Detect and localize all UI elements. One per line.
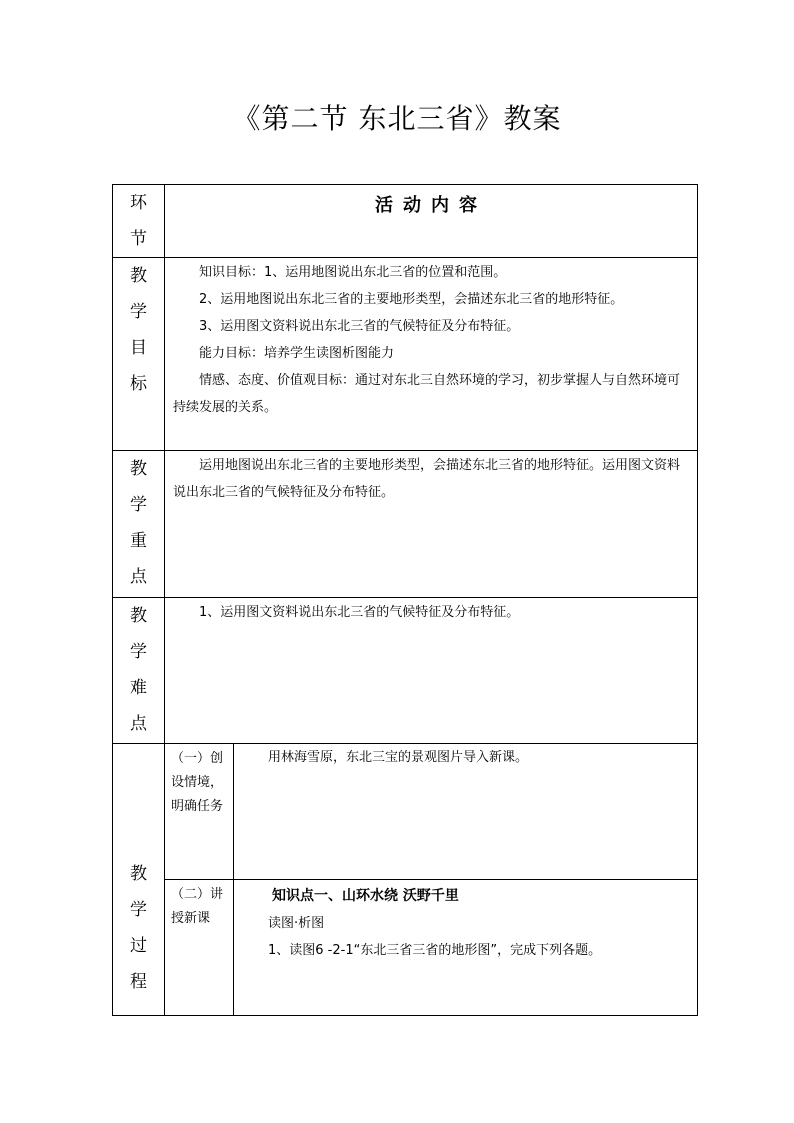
key-points-content bbox=[165, 451, 698, 598]
key-points-label-cell bbox=[113, 451, 165, 598]
difficulties-text: 1、运用图文资料说出东北三省的气候特征及分布特征。 bbox=[199, 605, 520, 620]
step-2-line-1: 读图·析图 bbox=[268, 916, 325, 931]
label-char: 教 bbox=[130, 606, 147, 626]
label-char: 目 bbox=[130, 338, 147, 358]
objective-line: 3、运用图文资料说出东北三省的气候特征及分布特征。 bbox=[199, 319, 520, 334]
label-char: 标 bbox=[130, 374, 147, 394]
difficulties-content bbox=[165, 598, 698, 744]
section-header-label bbox=[113, 185, 164, 257]
label-char: 环 bbox=[130, 193, 147, 213]
objectives-content bbox=[165, 258, 698, 451]
objectives-label bbox=[113, 258, 164, 402]
content-header-cell bbox=[165, 185, 698, 258]
label-char: 点 bbox=[130, 714, 147, 734]
objective-line: 2、运用地图说出东北三省的主要地形类型，会描述东北三省的地形特征。 bbox=[199, 292, 624, 307]
label-char: 难 bbox=[130, 678, 147, 698]
process-step-1-row bbox=[113, 744, 698, 880]
step-1-text: 用林海雪原，东北三宝的景观图片导入新课。 bbox=[268, 750, 529, 765]
step-1-content bbox=[234, 744, 698, 880]
label-char: 教 bbox=[130, 266, 147, 286]
objectives-label-cell bbox=[113, 258, 165, 451]
difficulties-label bbox=[113, 598, 164, 742]
process-label-cell bbox=[113, 744, 165, 1016]
document-title: 《第二节 东北三省》教案 bbox=[232, 102, 562, 135]
label-char: 学 bbox=[130, 642, 147, 662]
section-header-cell bbox=[113, 185, 165, 258]
step-2-line-2: 1、读图6 -2-1“东北三省三省的地形图”，完成下列各题。 bbox=[268, 943, 602, 958]
key-points-row bbox=[113, 451, 698, 598]
label-char: 节 bbox=[130, 229, 147, 249]
objectives-row bbox=[113, 258, 698, 451]
step-2-name: （二）讲授新课 bbox=[171, 887, 224, 926]
difficulties-row bbox=[113, 598, 698, 744]
difficulties-label-cell bbox=[113, 598, 165, 744]
step-2-content bbox=[234, 880, 698, 1016]
label-char: 过 bbox=[130, 936, 147, 956]
label-char: 学 bbox=[130, 900, 147, 920]
content-header-label: 活动内容 bbox=[375, 195, 487, 216]
label-char: 教 bbox=[130, 864, 147, 884]
step-1-name: （一）创设情境，明确任务 bbox=[171, 751, 224, 814]
lesson-plan-table bbox=[112, 184, 698, 1016]
key-points-text: 运用地图说出东北三省的主要地形类型，会描述东北三省的地形特征。运用图文资料说出东北三省的气候特征及分布特征。 bbox=[173, 458, 681, 500]
process-step-2-row bbox=[113, 880, 698, 1016]
objective-line: 能力目标：培养学生读图析图能力 bbox=[199, 346, 395, 361]
step-2-name-cell bbox=[165, 880, 234, 1016]
objective-line: 知识目标：1、运用地图说出东北三省的位置和范围。 bbox=[199, 265, 507, 280]
label-char: 重 bbox=[130, 531, 147, 551]
process-label bbox=[113, 744, 164, 1000]
label-char: 点 bbox=[130, 567, 147, 587]
objective-line: 情感、态度、价值观目标：通过对东北三自然环境的学习，初步掌握人与自然环境可持续发展的关系。 bbox=[173, 373, 681, 415]
step-1-name-cell bbox=[165, 744, 234, 880]
knowledge-point-heading: 知识点一、山环水绕 沃野千里 bbox=[272, 888, 459, 904]
header-row bbox=[113, 185, 698, 258]
label-char: 教 bbox=[130, 459, 147, 479]
label-char: 学 bbox=[130, 302, 147, 322]
key-points-label bbox=[113, 451, 164, 595]
label-char: 程 bbox=[130, 972, 147, 992]
label-char: 学 bbox=[130, 495, 147, 515]
